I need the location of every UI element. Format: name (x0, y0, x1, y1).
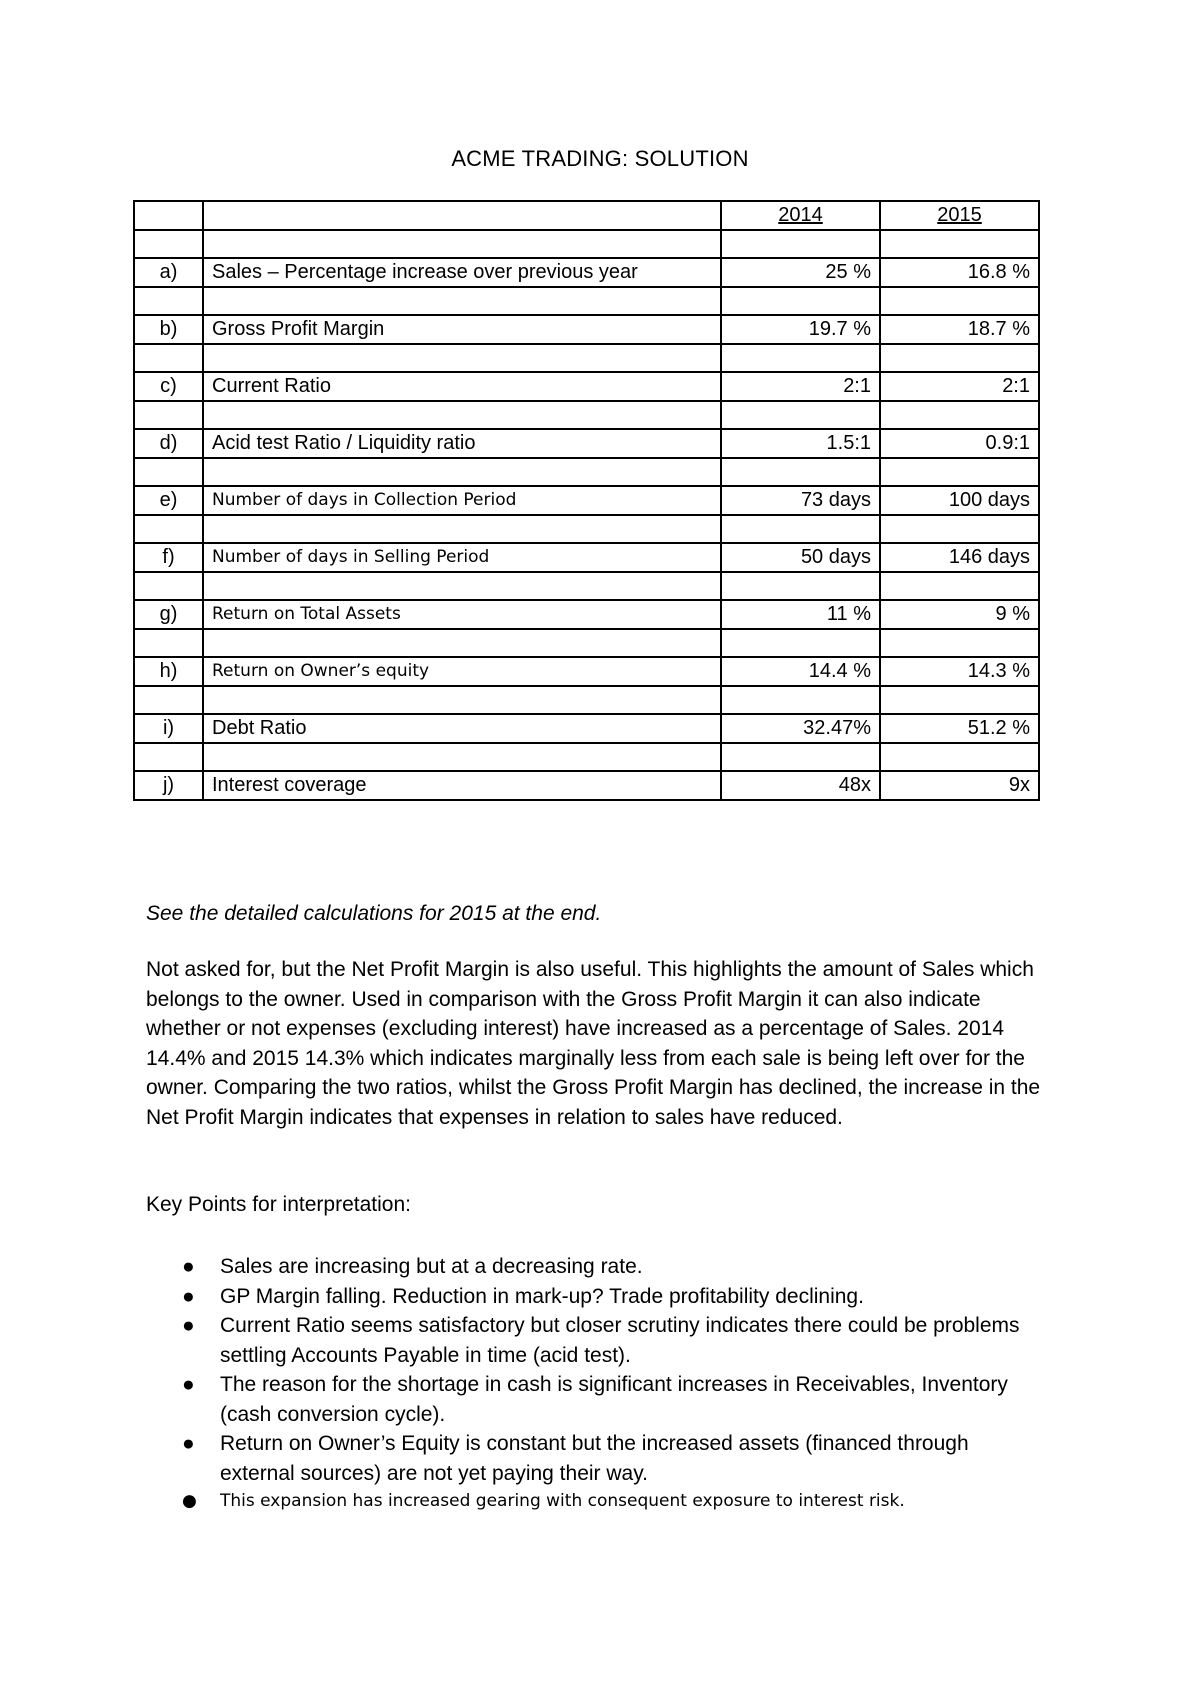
value-2014: 50 days (721, 543, 880, 572)
value-2014: 19.7 % (721, 315, 880, 344)
empty-cell (203, 515, 721, 544)
ratio-row (134, 429, 1039, 458)
empty-cell (203, 686, 721, 715)
spacer-row (134, 629, 1039, 658)
ratio-row (134, 315, 1039, 344)
empty-cell (721, 287, 880, 316)
spacer-row (134, 401, 1039, 430)
empty-cell (203, 629, 721, 658)
empty-cell (721, 743, 880, 772)
empty-cell (721, 401, 880, 430)
value-2015: 16.8 % (880, 258, 1039, 287)
bullet-icon: ● (182, 1314, 195, 1337)
row-label: j) (134, 771, 203, 800)
value-2014: 1.5:1 (721, 429, 880, 458)
bullet-icon: ● (182, 1432, 195, 1455)
key-point-text: GP Margin falling. Reduction in mark-up? Trade profitability declining. (220, 1284, 864, 1308)
empty-cell (880, 458, 1039, 487)
empty-cell (134, 629, 203, 658)
spacer-row (134, 743, 1039, 772)
empty-cell (134, 344, 203, 373)
ratio-row (134, 771, 1039, 800)
empty-cell (203, 201, 721, 230)
ratio-name: Acid test Ratio / Liquidity ratio (203, 429, 721, 458)
spacer-row (134, 287, 1039, 316)
year-header-2014: 2014 (721, 201, 880, 230)
empty-cell (880, 686, 1039, 715)
empty-cell (203, 572, 721, 601)
ratio-name: Number of days in Collection Period (203, 486, 721, 515)
row-label: h) (134, 657, 203, 686)
empty-cell (721, 344, 880, 373)
key-point-item (146, 1252, 1046, 1282)
value-2014: 25 % (721, 258, 880, 287)
value-2015: 2:1 (880, 372, 1039, 401)
empty-cell (134, 515, 203, 544)
key-point-text: The reason for the shortage in cash is significant increases in Receivables, Inventory (cash conversion cycle). (220, 1373, 1008, 1426)
spacer-row (134, 572, 1039, 601)
value-2014: 2:1 (721, 372, 880, 401)
empty-cell (134, 201, 203, 230)
empty-cell (721, 515, 880, 544)
empty-cell (880, 287, 1039, 316)
ratio-row (134, 486, 1039, 515)
row-label: i) (134, 714, 203, 743)
ratio-row (134, 714, 1039, 743)
empty-cell (880, 344, 1039, 373)
ratio-name: Debt Ratio (203, 714, 721, 743)
value-2015: 18.7 % (880, 315, 1039, 344)
net-profit-paragraph: Not asked for, but the Net Profit Margin is also useful. This highlights the amount of Sales which belongs to the owner. Used in comparison with the Gross Profit Margin it can also indicate whether or not expenses (excluding interest) have increased as a percentage of Sales. 2014 14.4% and 2015 14.3% which indicates marginally less from each sale is being left over for the owner. Comparing the two ratios, whilst the Gross Profit Margin has declined, the increase in the Net Profit Margin indicates that expenses in relation to sales have reduced. (146, 958, 1041, 1129)
key-point-text: This expansion has increased gearing with consequent exposure to interest risk. (220, 1491, 905, 1511)
ratio-table (133, 200, 1040, 801)
row-label: b) (134, 315, 203, 344)
empty-cell (203, 458, 721, 487)
page-title: ACME TRADING: SOLUTION (451, 146, 749, 171)
spacer-row (134, 515, 1039, 544)
ratio-name: Return on Owner’s equity (203, 657, 721, 686)
bullet-icon: ● (182, 1255, 195, 1278)
row-label: g) (134, 600, 203, 629)
empty-cell (880, 401, 1039, 430)
ratio-row (134, 543, 1039, 572)
empty-cell (721, 572, 880, 601)
empty-cell (134, 743, 203, 772)
key-point-item (146, 1282, 1046, 1312)
empty-cell (134, 572, 203, 601)
empty-cell (203, 287, 721, 316)
key-point-item (146, 1311, 1046, 1370)
row-label: e) (134, 486, 203, 515)
ratio-name: Current Ratio (203, 372, 721, 401)
row-label: d) (134, 429, 203, 458)
value-2015: 100 days (880, 486, 1039, 515)
bullet-icon: ● (182, 1373, 195, 1396)
row-label: a) (134, 258, 203, 287)
empty-cell (880, 743, 1039, 772)
key-points-heading: Key Points for interpretation: (146, 1193, 411, 1216)
header-row (134, 201, 1039, 230)
value-2015: 14.3 % (880, 657, 1039, 686)
value-2014: 48x (721, 771, 880, 800)
key-point-item (146, 1370, 1046, 1429)
empty-cell (880, 515, 1039, 544)
empty-cell (721, 686, 880, 715)
bullet-icon: ● (182, 1284, 195, 1308)
calculation-note: See the detailed calculations for 2015 at the end. (146, 902, 602, 925)
value-2015: 9 % (880, 600, 1039, 629)
empty-cell (134, 230, 203, 259)
spacer-row (134, 458, 1039, 487)
empty-cell (134, 401, 203, 430)
key-point-text: Sales are increasing but at a decreasing rate. (220, 1255, 643, 1278)
ratio-name: Number of days in Selling Period (203, 543, 721, 572)
bullet-icon: ● (182, 1491, 197, 1511)
empty-cell (880, 629, 1039, 658)
spacer-row (134, 344, 1039, 373)
empty-cell (880, 572, 1039, 601)
empty-cell (203, 230, 721, 259)
value-2014: 32.47% (721, 714, 880, 743)
year-header-2015: 2015 (880, 201, 1039, 230)
value-2014: 11 % (721, 600, 880, 629)
value-2015: 51.2 % (880, 714, 1039, 743)
ratio-name: Sales – Percentage increase over previous year (203, 258, 721, 287)
value-2015: 146 days (880, 543, 1039, 572)
key-point-item (146, 1429, 1046, 1488)
value-2014: 14.4 % (721, 657, 880, 686)
empty-cell (203, 344, 721, 373)
ratio-row (134, 372, 1039, 401)
value-2015: 0.9:1 (880, 429, 1039, 458)
ratio-name: Interest coverage (203, 771, 721, 800)
key-points-list (146, 1252, 1046, 1514)
empty-cell (134, 458, 203, 487)
empty-cell (721, 629, 880, 658)
value-2015: 9x (880, 771, 1039, 800)
spacer-row (134, 686, 1039, 715)
empty-cell (134, 686, 203, 715)
ratio-name: Return on Total Assets (203, 600, 721, 629)
ratio-row (134, 600, 1039, 629)
key-point-item (146, 1488, 1046, 1514)
spacer-row (134, 230, 1039, 259)
ratio-row (134, 258, 1039, 287)
key-point-text: Return on Owner’s Equity is constant but the increased assets (financed through external sources) are not yet paying their way. (220, 1432, 969, 1485)
key-point-text: Current Ratio seems satisfactory but closer scrutiny indicates there could be problems settling Accounts Payable in time (acid test). (220, 1314, 1020, 1367)
empty-cell (721, 458, 880, 487)
ratio-name: Gross Profit Margin (203, 315, 721, 344)
empty-cell (721, 230, 880, 259)
ratio-row (134, 657, 1039, 686)
empty-cell (880, 230, 1039, 259)
empty-cell (134, 287, 203, 316)
empty-cell (203, 401, 721, 430)
empty-cell (203, 743, 721, 772)
value-2014: 73 days (721, 486, 880, 515)
row-label: f) (134, 543, 203, 572)
row-label: c) (134, 372, 203, 401)
